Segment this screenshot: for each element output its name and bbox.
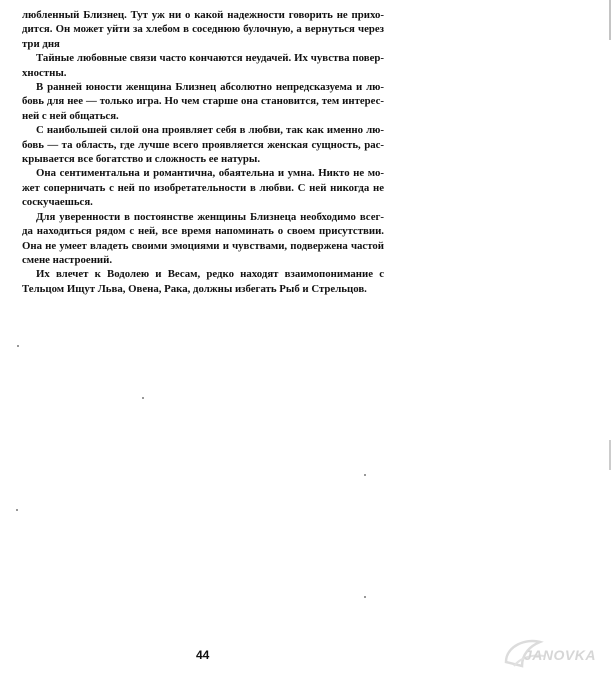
scan-edge [604, 0, 613, 680]
scan-speck [17, 345, 19, 347]
text-line: В ранней юности женщина Близнец абсолютно непредсказуема и лю- [36, 81, 384, 94]
text-line: ней с ней общаться. [22, 109, 119, 122]
text-line: соскучаешься. [22, 196, 93, 209]
scan-speck [142, 397, 144, 399]
text-line: Тельцом Ищут Льва, Овена, Рака, должны избегать Рыб и Стрельцов. [22, 282, 367, 295]
text-line: жет соперничать с ней по изобретательности в любви. С ней никогда не [22, 181, 384, 194]
watermark-text: JANOVKA [524, 647, 596, 663]
scan-speck [16, 509, 18, 511]
text-line: С наибольшей силой она проявляет себя в любви, так как именно лю- [36, 124, 384, 137]
text-line: крывается все богатство и сложность ее натуры. [22, 153, 261, 166]
text-line: смене настроений. [22, 253, 113, 266]
text-line: Для уверенности в постоянстве женщины Близнеца необходимо всег- [36, 210, 384, 223]
text-line: Она сентиментальна и романтична, обаятельна и умна. Никто не мо- [36, 167, 384, 180]
text-line: бовь для нее — только игра. Но чем старше она становится, тем интерес- [22, 95, 384, 108]
text-line: дится. Он может уйти за хлебом в соседнюю булочную, а вернуться через [22, 23, 384, 36]
body-text [22, 8, 384, 296]
text-line: Их влечет к Водолею и Весам, редко находят взаимопонимание с [36, 268, 384, 281]
text-line: три дня [22, 37, 60, 50]
text-line: любленный Близнец. Тут уж ни о какой надежности говорить не прихо- [22, 9, 384, 21]
scan-speck [364, 596, 366, 598]
text-line: да находиться рядом с ней, все время напоминать о своем присутствии. [22, 225, 384, 238]
text-line: бовь — та область, где лучше всего проявляется женская сущность, рас- [22, 138, 384, 151]
text-line: Тайные любовные связи часто кончаются неудачей. Их чувства повер- [36, 52, 384, 65]
text-line: хностны. [22, 66, 67, 79]
scan-speck [364, 474, 366, 476]
page-number: 44 [196, 648, 210, 662]
text-line: Она не умеет владеть своими эмоциями и чувствами, подвержена частой [22, 239, 384, 252]
